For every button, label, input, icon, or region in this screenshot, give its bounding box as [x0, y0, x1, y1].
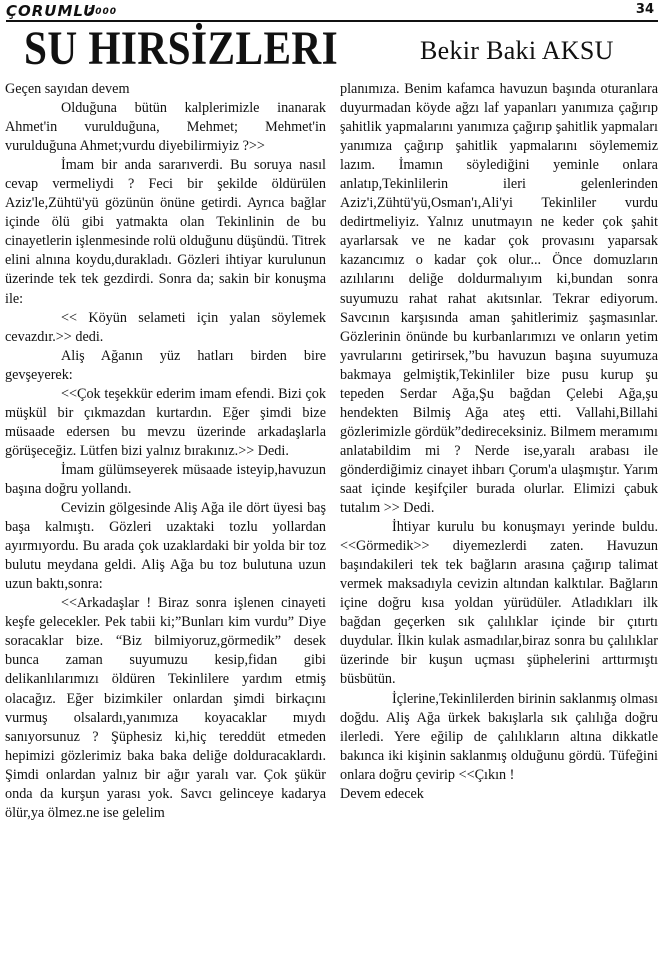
magazine-year: 2000 [88, 7, 118, 17]
paragraph: Geçen sayıdan devem [5, 81, 130, 97]
continued-note: Devem edecek [340, 785, 424, 802]
paragraph: planımıza. Benim kafamca havuzun başında oturanlara duyurmadan köyde ağzı laf yapanları yanımıza çağırıp şahitlik yapmalarını yanımıza çağırıp şahitlik yapmaları yanımıza çağırıp şahitlik yapmalarını söylememiz lazım. İmamın söylediğini yeminle onlara anlatıp,Tekinlilerin ileri gelenlerinden Aziz'i,Zühtü'yü,Osman'ı,Ali'yi Tekinliler vurdu dedirtmeliyiz. Yalnız unutmayın ne keder çok şahit ayarlarsak ve ne kadar çok provasını yaparsak kazancımız o kadar çok olur... Önce domuzların azılılarını deliğe doldurmalıyım ki,bundan sonra suyumuzu rahat rahat akıtsınlar. Tekrar ediyorum. Savcının karşısında aman şahitlerimiz şaşmasınlar. Gözlerinin önünde bu kurbanlarımızı ve onların yetim yavrularını getirirsek,”bu havuzun başına suyumuza bakmaya gelmiştik,Tekinliler bize pusu kurup şu tepeden Serdar Ağa,Şu bağdan Çelebi Ağa,şu hendekten Bilmiş Ağa ateş etti. Vallahi,Billahi gözlerimizle gördük”dedireceksiniz. Bilmem meramımı anlatabildim mi ? Nerde ise,yaralı arabası ile gönderdiğimiz cinayet ihbarı Çorum'a ulaşmıştır. Yarım saat içinde keşifçiler burada olurlar. Elimizi çabuk tutalım >> Dedi. [340, 81, 658, 517]
page-number: 34 [635, 2, 654, 17]
paragraph: <<Arkadaşlar ! Biraz sonra işlenen cinayeti keşfe gelecekler. Pek tabii ki;”Bunları kim vurdu” Diye soracaklar bize. “Biz bilmiyoruz,görmedik” desek bunca zaman suyumuzu kesip,fidan gibi delikanlılarımızı öldüren Tekinlilere yardım etmiş olacağız. Eğer bizimkiler onlardan şimdi birkaçını vurmuş olsalardı,yanımıza koyacaklar mıydı sanıyorsunuz ? Şüphesiz ki,hiç tereddüt etmeden hepimizi gözlerimiz baka baka deliğe dolduracaklardı. Şimdi onlardan yalnız bir ağır yaralı var. Çok şükür onda da kurşun yarası yok. Savcı gelinceye kadarya ölür,ya ölmez.ne ise gelelim [5, 595, 326, 821]
paragraph: Aliş Ağanın yüz hatları birden bire gevşeyerek: [5, 347, 326, 383]
paragraph: Olduğuna bütün kalplerimizle inanarak Ahmet'in vurulduğuna, Mehmet; Mehmet'in vurulduğuna Ahmet;vurdu diyebilirmiyiz ?>> [5, 100, 326, 155]
magazine-name: ÇORUMLU [6, 2, 97, 20]
paragraph: İhtiyar kurulu bu konuşmayı yerinde buldu. <<Görmedik>> diyemezlerdi zaten. Havuzun başındakileri tek tek bağların arasına çağırıp talimat vermek maksadıyla cevizin altından kalktılar. Bağların içine doğru kısa yoldan yürüdüler. Atladıkları ilk bağdan geçerken sık çalılıklar içinde bir çıtırtı duydular. İlkin kulak asmadılar,biraz sonra bu çalılıklar üzerinde bir kuşun uçması şüphelerini arttırmıştı büsbütün. [340, 519, 658, 688]
paragraph: <<Çok teşekkür ederim imam efendi. Bizi çok müşkül bir çıkmazdan kurtardın. Eğer şimdi bize müsaade edersen bu mevzu üzerinde arkadaşlarla görüşeceğiz. Lütfen bizi yalnız bırakınız.>> Dedi. [5, 385, 326, 459]
author-name: Bekir Baki AKSU [420, 36, 614, 65]
paragraph: İçlerine,Tekinlilerden birinin saklanmış olması doğdu. Aliş Ağa ürkek bakışlarla sık çalılığa doğru ilerledi. Yere eğilip de çalılıkların altına dikkatle bakınca iki kişinin saklanmış olduğunu gördü. Tüfeğini onlara doğru çevirip <<Çıkın ! [340, 690, 658, 783]
paragraph: İmam gülümseyerek müsaade isteyip,havuzun başına doğru yollandı. [5, 461, 326, 497]
right-column [340, 80, 658, 804]
article-title: SU HIRSİZLERI [24, 22, 339, 75]
title-row [24, 22, 389, 76]
page-header [6, 2, 658, 22]
paragraph: Cevizin gölgesinde Aliş Ağa ile dört üyesi baş başa kalmıştı. Gözleri uzaktaki tozlu yollardan ayırmıyordu. Bu arada çok uzaklardaki bir yolda bir toz bulutu meydana geldi. Aliş Ağa bu toz bulutuna uzun uzun baktı,sonra: [5, 500, 326, 593]
left-column [5, 80, 326, 823]
paragraph: İmam bir anda sararıverdi. Bu soruya nasıl cevap vermeliydi ? Feci bir şekilde öldürülen Aziz'le,Zühtü'yü gözünün önüne getirdi. Ayrıca bağlar içinde ölü gibi yatmakta olan Tekinlinin de bu cinayetlerin işlenmesinde rolü olduğunu düşündü. Titrek elini alnına koydu,durakladı. Gözleri ihtiyar kurulunun üzerinde tek tek gezdirdi. Sonra da; sakin bir konuşma ile: [5, 157, 326, 307]
paragraph: << Köyün selameti için yalan söylemek cevazdır.>> dedi. [5, 309, 326, 345]
